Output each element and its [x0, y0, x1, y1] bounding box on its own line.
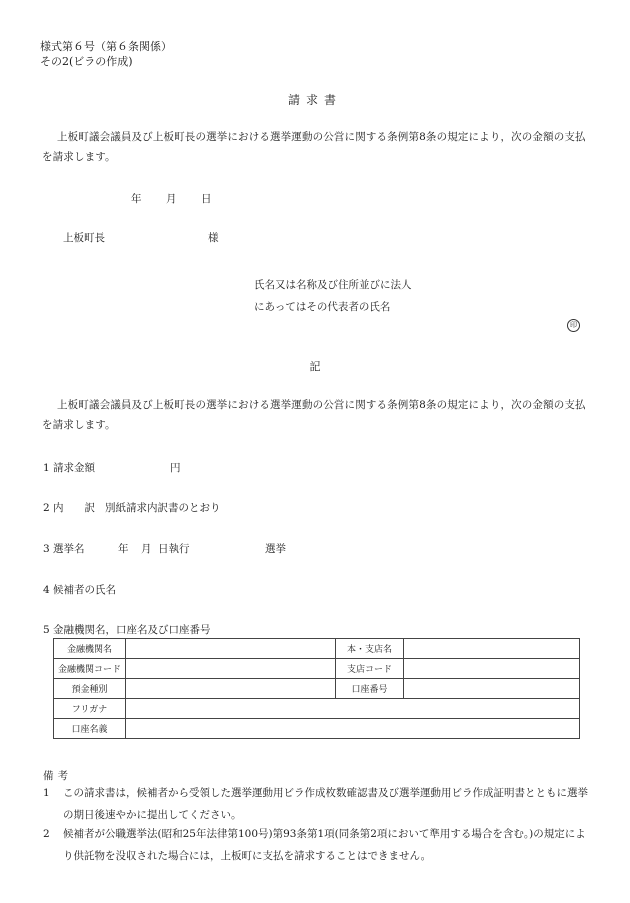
breakdown-value: 別紙請求内訳書のとおり [105, 502, 221, 514]
table-row [54, 639, 580, 659]
election-month: 月 [141, 543, 152, 555]
furigana-field[interactable] [126, 699, 580, 719]
branch-code-label: 支店コード [336, 659, 404, 679]
election-day-held: 日執行 [158, 543, 190, 555]
deposit-type-label: 預金種別 [54, 679, 126, 699]
branch-code-field[interactable] [404, 659, 580, 679]
date-month: 月 [166, 193, 177, 205]
branch-label: 本・支店名 [336, 639, 404, 659]
claimant-label-line1: 氏名又は名称及び住所並びに法人 [254, 279, 412, 291]
date-day: 日 [201, 193, 212, 205]
furigana-label: フリガナ [54, 699, 126, 719]
branch-field[interactable] [404, 639, 580, 659]
institution-code-label: 金融機関コード [54, 659, 126, 679]
account-name-field[interactable] [126, 719, 580, 739]
remark-text: この請求書は，候補者から受領した選挙運動用ビラ作成枚数確認書及び選挙運動用ビラ作成証明書とともに選挙の期日後速やかに提出してください。 [63, 787, 588, 821]
seal-mark-icon: 印 [567, 319, 580, 332]
remarks-heading: 備考 [43, 770, 72, 782]
ki-heading: 記 [309, 360, 321, 373]
table-row [54, 699, 580, 719]
account-number-field[interactable] [404, 679, 580, 699]
remark-number: 2 [43, 828, 50, 840]
addressee-suffix: 様 [208, 232, 219, 244]
date-year: 年 [131, 193, 142, 205]
table-row [54, 679, 580, 699]
election-suffix: 選挙 [265, 543, 286, 555]
election-year: 年 [118, 543, 129, 555]
institution-name-label: 金融機関名 [54, 639, 126, 659]
addressee-label: 上板町長 [63, 232, 105, 244]
election-label: 3 選挙名 [43, 543, 85, 555]
institution-code-field[interactable] [126, 659, 336, 679]
form-number: 様式第６号（第６条関係） [40, 40, 172, 53]
claimant-label-line2: にあってはその代表者の氏名 [254, 301, 391, 313]
deposit-type-field[interactable] [126, 679, 336, 699]
bank-label: 5 金融機関名，口座名及び口座番号 [43, 624, 211, 636]
breakdown-label: 2 内 訳 [43, 502, 96, 514]
account-name-label: 口座名義 [54, 719, 126, 739]
remark-item [43, 823, 588, 867]
table-row [54, 719, 580, 739]
candidate-label: 4 候補者の氏名 [43, 584, 117, 596]
intro-paragraph: 上板町議会議員及び上板町長の選挙における選挙運動の公営に関する条例第8条の規定により，次の金額の支払を請求します。 [42, 131, 586, 163]
table-row [54, 659, 580, 679]
form-subtitle: その2(ビラの作成) [40, 55, 133, 68]
bank-info-table [53, 638, 580, 739]
amount-label: 1 請求金額 [43, 462, 96, 474]
remark-item [43, 782, 588, 826]
remark-number: 1 [43, 787, 50, 799]
remark-text: 候補者が公職選挙法(昭和25年法律第100号)第93条第1項(同条第2項において準用する場合を含む。)の規定により供託物を没収された場合には，上板町に支払を請求することはできません。 [63, 828, 586, 862]
document-title: 請求書 [287, 93, 342, 107]
amount-unit: 円 [170, 462, 181, 474]
institution-name-field[interactable] [126, 639, 336, 659]
body-paragraph: 上板町議会議員及び上板町長の選挙における選挙運動の公営に関する条例第8条の規定により，次の金額の支払を請求します。 [42, 399, 586, 431]
account-number-label: 口座番号 [336, 679, 404, 699]
